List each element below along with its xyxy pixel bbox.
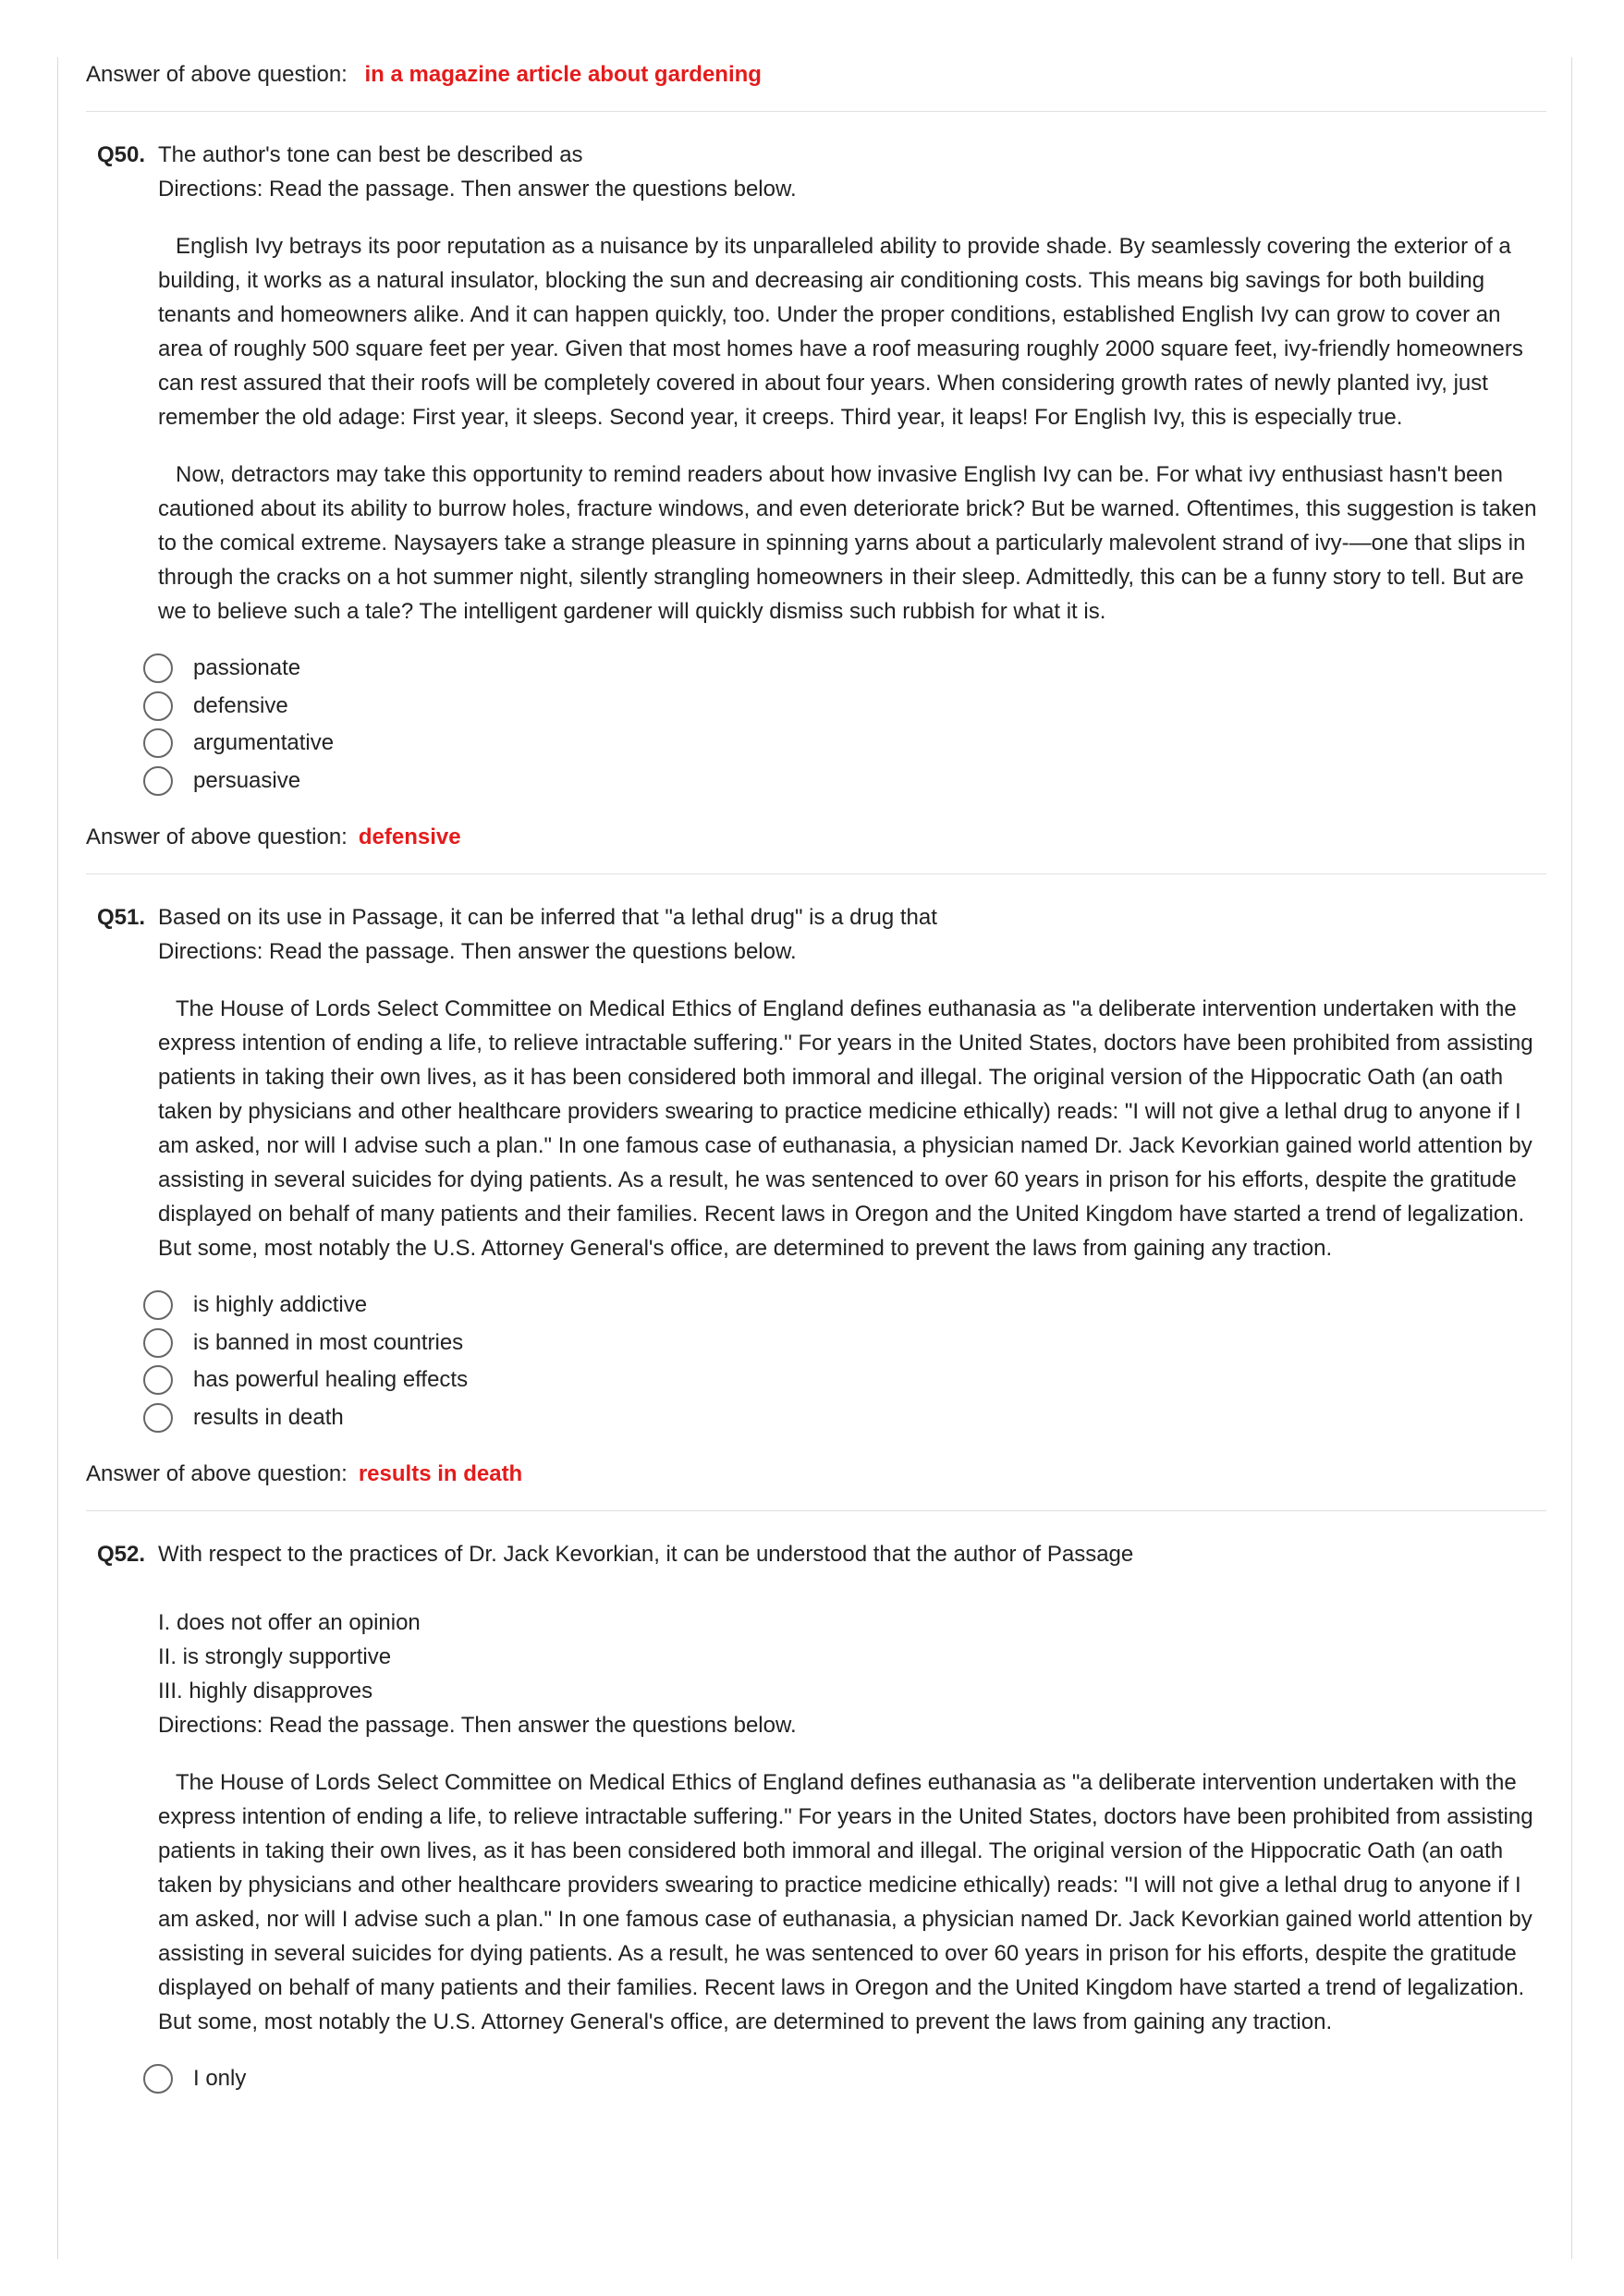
answer-option[interactable] [143,725,1546,763]
radio-circle-icon[interactable] [143,653,173,683]
radio-circle-icon[interactable] [143,766,173,796]
answer-option[interactable] [143,763,1546,800]
passage-paragraph: The House of Lords Select Committee on Medical Ethics of England defines euthanasia as "a deliberate intervention undertaken with the express intention of ending a life, to relieve intractable suffering." For years in the United States, doctors have been prohibited from assisting patients in taking their own lives, as it has been considered both immoral and illegal. The original version of the Hippocratic Oath (an oath taken by physicians and other healthcare providers swearing to practice medicine ethically) reads: "I will not give a lethal drug to anyone if I am asked, nor will I advise such a plan." In one famous case of euthanasia, a physician named Dr. Jack Kevorkian gained world attention by assisting in several suicides for dying patients. As a result, he was sentenced to over 60 years in prison for his efforts, despite the gratitude displayed on behalf of many patients and their families. Recent laws in Oregon and the United Kingdom have started a trend of legalization. But some, most notably the U.S. Attorney General's office, are determined to prevent the laws from gaining any traction. [158,1770,1533,2034]
question-header [86,900,1546,934]
option-label: has powerful healing effects [193,1367,469,1393]
answer-line [86,1457,1546,1510]
answer-options [86,2060,1546,2098]
radio-circle-icon[interactable] [143,728,173,758]
question-header [86,138,1546,172]
answer-option[interactable] [143,1362,1546,1399]
statement-item: I. does not offer an opinion [158,1610,421,1635]
questions-container [86,112,1546,2098]
answer-option[interactable] [143,1399,1546,1437]
statement-item: II. is strongly supportive [158,1644,392,1669]
option-label: persuasive [193,767,301,793]
answer-options [86,650,1546,800]
question-list [86,57,1546,2098]
question-number: Q51. [97,905,146,930]
answer-line [86,820,1546,873]
directions-text: Directions: Read the passage. Then answer the questions below. [158,939,797,964]
question-number: Q50. [97,142,146,167]
question-body [86,1606,1546,1742]
passage-paragraph: The House of Lords Select Committee on Medical Ethics of England defines euthanasia as "a deliberate intervention undertaken with the express intention of ending a life, to relieve intractable suffering." For years in the United States, doctors have been prohibited from assisting patients in taking their own lives, as it has been considered both immoral and illegal. The original version of the Hippocratic Oath (an oath taken by physicians and other healthcare providers swearing to practice medicine ethically) reads: "I will not give a lethal drug to anyone if I am asked, nor will I advise such a plan." In one famous case of euthanasia, a physician named Dr. Jack Kevorkian gained world attention by assisting in several suicides for dying patients. As a result, he was sentenced to over 60 years in prison for his efforts, despite the gratitude displayed on behalf of many patients and their families. Recent laws in Oregon and the United Kingdom have started a trend of legalization. But some, most notably the U.S. Attorney General's office, are determined to prevent the laws from gaining any traction. [158,996,1533,1261]
question-block [86,874,1546,1511]
directions-text: Directions: Read the passage. Then answer the questions below. [158,1713,797,1738]
option-label: argumentative [193,730,335,756]
passage-paragraph: Now, detractors may take this opportunity to remind readers about how invasive English Ivy can be. For what ivy enthusiast hasn't been cautioned about its ability to burrow holes, fracture windows, and even deteriorate brick? But be warned. Oftentimes, this suggestion is taken to the comical extreme. Naysayers take a strange pleasure in spinning yarns about a particularly malevolent strand of ivy-—one that slips in through the cracks on a hot summer night, silently strangling homeowners in their sleep. Admittedly, this can be a funny story to tell. But are we to believe such a tale? The intelligent gardener will quickly dismiss such rubbish for what it is. [158,462,1537,624]
option-label: results in death [193,1404,344,1430]
radio-circle-icon[interactable] [143,1403,173,1433]
passage-paragraph: English Ivy betrays its poor reputation as a nuisance by its unparalleled ability to provide shade. By seamlessly covering the exterior of a building, it works as a natural insulator, blocking the sun and decreasing air conditioning costs. This means big savings for both building tenants and homeowners alike. And it can happen quickly, too. Under the proper conditions, established English Ivy can grow to cover an area of roughly 500 square feet per year. Given that most homes have a roof measuring roughly 2000 square feet, ivy-friendly homeowners can rest assured that their roofs will be completely covered in about four years. When considering growth rates of newly planted ivy, just remember the old adage: First year, it sleeps. Second year, it creeps. Third year, it leaps! For English Ivy, this is especially true. [158,234,1523,430]
option-label: passionate [193,655,301,681]
left-page-border [57,57,58,2259]
question-prompt: The author's tone can best be described as [158,142,583,167]
answer-label: Answer of above question: [86,62,348,87]
question-prompt: Based on its use in Passage, it can be inferred that "a lethal drug" is a drug that [158,905,937,930]
question-body [86,934,1546,969]
answer-option[interactable] [143,1287,1546,1325]
answer-value: results in death [358,1461,523,1486]
radio-circle-icon[interactable] [143,691,173,721]
option-label: defensive [193,692,288,718]
answer-label: Answer of above question: [86,824,348,849]
option-label: I only [193,2066,247,2092]
answer-value: defensive [358,824,461,849]
statement-item: III. highly disapproves [158,1679,373,1704]
right-page-border [1571,57,1572,2259]
radio-circle-icon[interactable] [143,1290,173,1320]
question-body [86,172,1546,206]
option-label: is banned in most countries [193,1329,464,1355]
radio-circle-icon[interactable] [143,1365,173,1395]
radio-circle-icon[interactable] [143,2064,173,2094]
question-block [86,112,1546,874]
answer-option[interactable] [143,1325,1546,1362]
statement-list [158,1606,1546,1708]
question-prompt: With respect to the practices of Dr. Jack Kevorkian, it can be understood that the author of Passage [158,1542,1134,1567]
answer-option[interactable] [143,688,1546,726]
answer-line-top [86,57,1546,111]
option-label: is highly addictive [193,1292,368,1318]
answer-label: Answer of above question: [86,1461,348,1486]
directions-text: Directions: Read the passage. Then answer the questions below. [158,177,797,202]
answer-option[interactable] [143,650,1546,688]
question-block [86,1511,1546,2098]
answer-value: in a magazine article about gardening [364,62,762,87]
answer-options [86,1287,1546,1436]
answer-option[interactable] [143,2060,1546,2098]
question-number: Q52. [97,1542,146,1567]
radio-circle-icon[interactable] [143,1328,173,1358]
question-header [86,1537,1546,1571]
